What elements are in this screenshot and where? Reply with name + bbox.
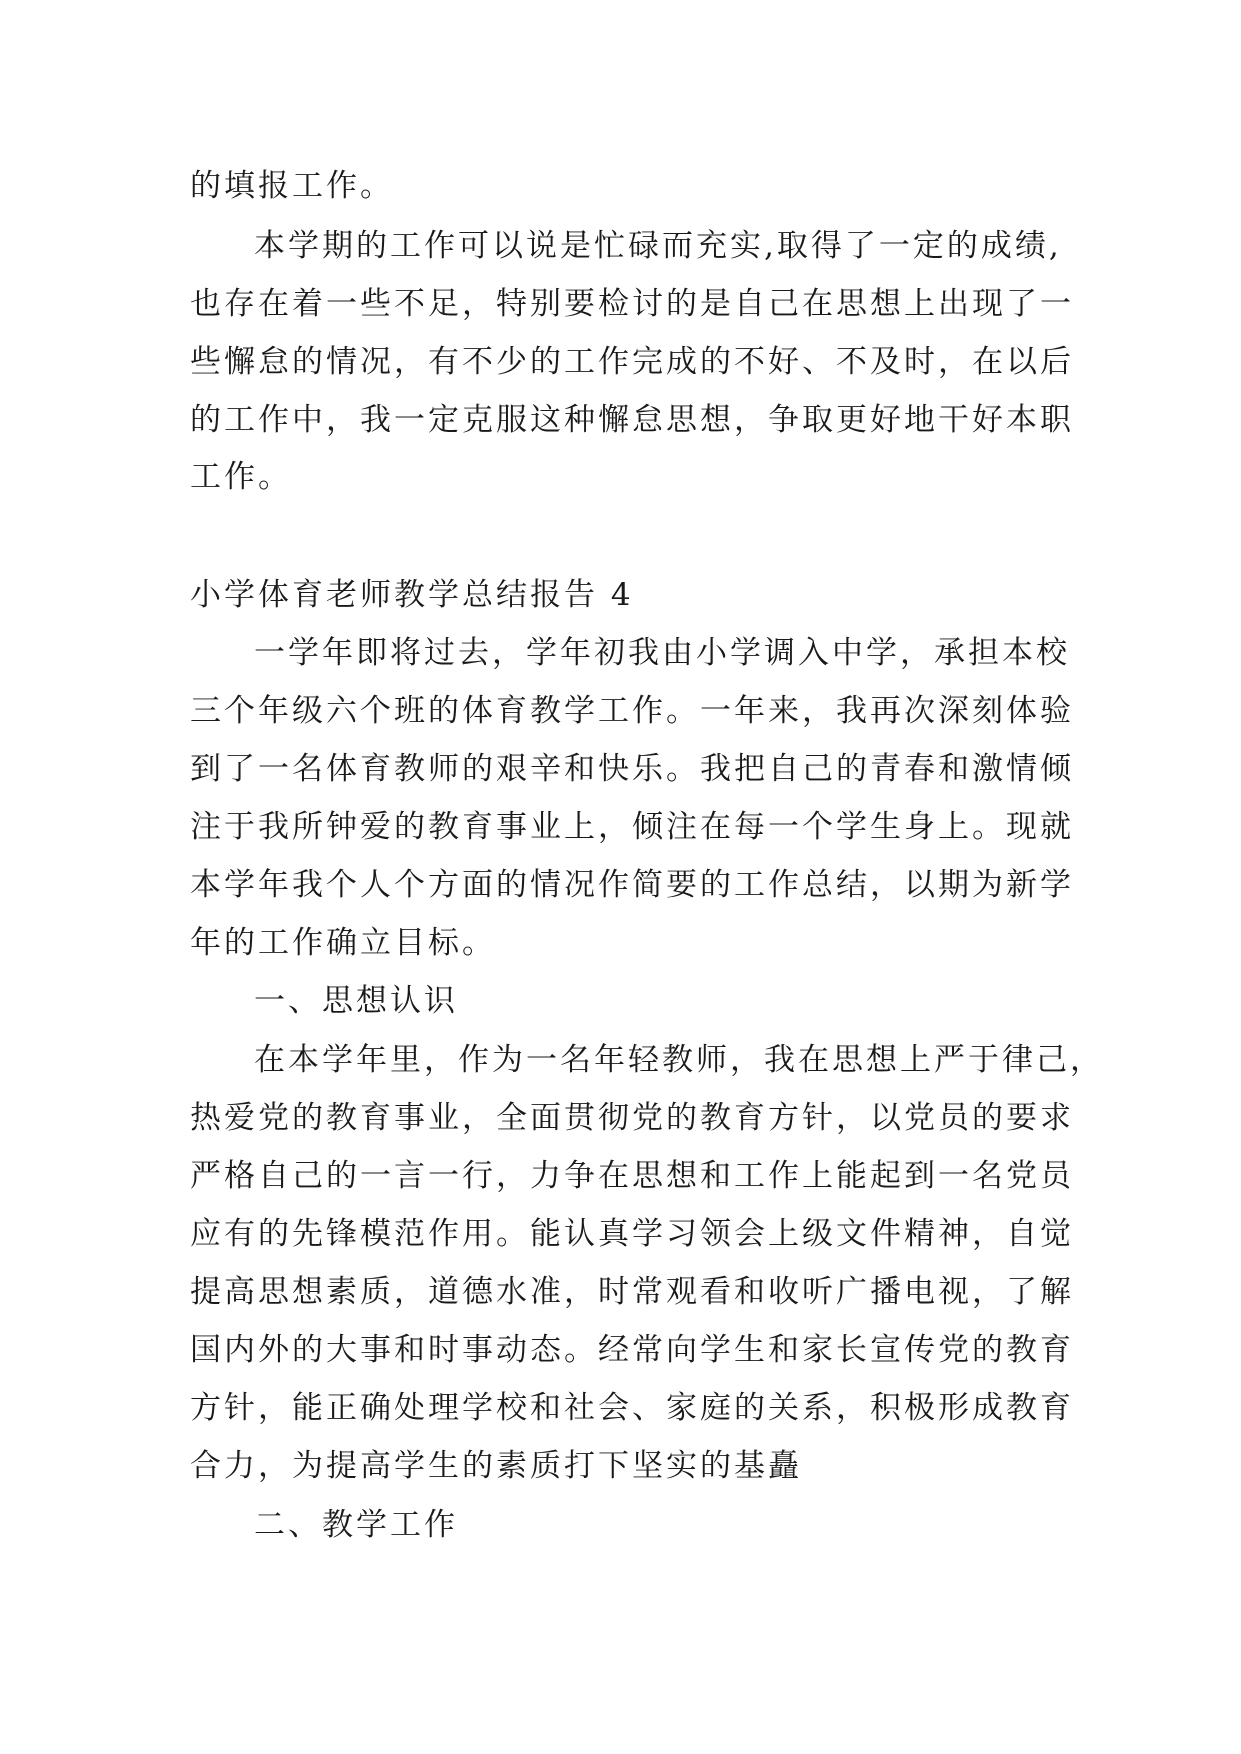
text-line: 国内外的大事和时事动态。经常向学生和家长宣传党的教育 [190, 1332, 1074, 1368]
text-line: 的工作中，我一定克服这种懈怠思想，争取更好地干好本职 [190, 402, 1074, 438]
text-line: 应有的先锋模范作用。能认真学习领会上级文件精神，自觉 [190, 1216, 1074, 1252]
text-line: 合力，为提高学生的素质打下坚实的基矗 [190, 1448, 802, 1484]
text-line: 严格自己的一言一行，力争在思想和工作上能起到一名党员 [190, 1158, 1074, 1194]
text-line: 本学期的工作可以说是忙碌而充实,取得了一定的成绩, [254, 228, 1062, 264]
text-line: 些懈怠的情况，有不少的工作完成的不好、不及时，在以后 [190, 344, 1074, 380]
text-line: 一学年即将过去，学年初我由小学调入中学，承担本校 [254, 635, 1070, 671]
subheading: 二、教学工作 [254, 1507, 458, 1543]
text-line: 热爱党的教育事业，全面贯彻党的教育方针，以党员的要求 [190, 1100, 1074, 1136]
text-line: 提高思想素质，道德水准，时常观看和收听广播电视，了解 [190, 1274, 1074, 1310]
subheading: 一、思想认识 [254, 983, 458, 1019]
text-line: 到了一名体育教师的艰辛和快乐。我把自己的青春和激情倾 [190, 751, 1074, 787]
text-line: 也存在着一些不足，特别要检讨的是自己在思想上出现了一 [190, 286, 1074, 322]
text-line: 注于我所钟爱的教育事业上，倾注在每一个学生身上。现就 [190, 809, 1074, 845]
section-heading: 小学体育老师教学总结报告 4 [190, 577, 634, 613]
text-line: 的填报工作。 [190, 168, 394, 204]
text-line: 年的工作确立目标。 [190, 925, 496, 961]
text-line: 方针，能正确处理学校和社会、家庭的关系，积极形成教育 [190, 1390, 1074, 1426]
text-line: 三个年级六个班的体育教学工作。一年来，我再次深刻体验 [190, 693, 1074, 729]
text-line: 工作。 [190, 459, 292, 495]
text-line: 在本学年里，作为一名年轻教师，我在思想上严于律己， [254, 1042, 1104, 1078]
text-line: 本学年我个人个方面的情况作简要的工作总结，以期为新学 [190, 867, 1074, 903]
